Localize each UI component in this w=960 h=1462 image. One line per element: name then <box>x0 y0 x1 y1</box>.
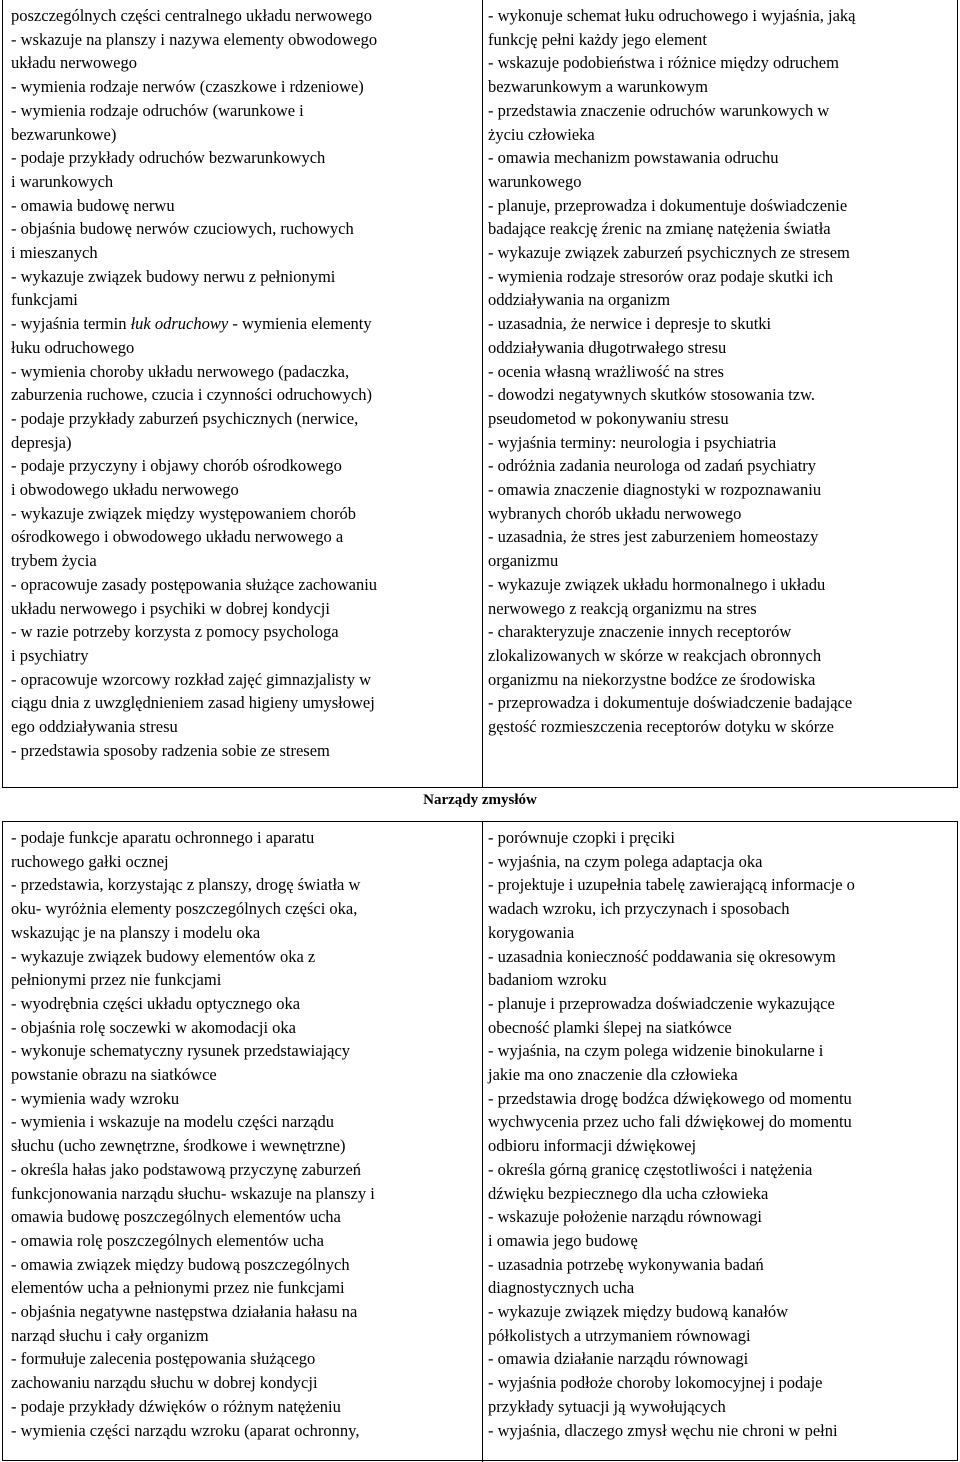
text-segment: - wymienia i wskazuje na modelu części narządu <box>11 1112 334 1132</box>
text-segment: - opracowuje wzorcowy rozkład zajęć gimnazjalisty w <box>11 669 372 689</box>
text-line <box>488 383 856 407</box>
text-line <box>488 288 856 312</box>
text-line <box>11 1063 375 1087</box>
text-segment: oddziaływania długotrwałego stresu <box>488 337 727 357</box>
text-line <box>488 1205 855 1229</box>
text-line <box>488 312 856 336</box>
text-line <box>488 1395 855 1419</box>
text-line <box>11 620 377 644</box>
text-segment: - określa hałas jako podstawową przyczynę zaburzeń <box>11 1159 362 1179</box>
text-segment: bezwarunkowe) <box>11 124 117 144</box>
text-segment: warunkowego <box>488 171 582 191</box>
text-segment: ośrodkowego i obwodowego układu nerwowego a <box>11 527 344 547</box>
text-segment: - przeprowadza i dokumentuje doświadczenie badające <box>488 693 853 713</box>
text-line <box>488 241 856 265</box>
text-segment: wskazując je na planszy i modelu oka <box>11 922 261 942</box>
text-segment: - wymienia elementy <box>228 314 372 334</box>
text-segment: - uzasadnia potrzebę wykonywania badań <box>488 1254 764 1274</box>
text-segment: jakie ma ono znaczenie dla człowieka <box>488 1065 738 1085</box>
text-segment: - wymienia części narządu wzroku (aparat ochronny, <box>11 1420 360 1440</box>
text-line <box>488 123 856 147</box>
text-line <box>11 1039 375 1063</box>
text-segment: - podaje przykłady zaburzeń psychicznych (nerwice, <box>11 408 359 428</box>
text-segment: - określa górną granicę częstotliwości i natężenia <box>488 1159 813 1179</box>
text-segment: - opracowuje zasady postępowania służące zachowaniu <box>11 574 378 594</box>
text-line <box>11 573 377 597</box>
text-segment: poszczególnych części centralnego układu nerwowego <box>11 6 373 25</box>
upper-right-cell <box>488 4 856 739</box>
text-line <box>11 51 377 75</box>
text-line <box>11 715 377 739</box>
text-line <box>488 992 855 1016</box>
text-segment: - planuje, przeprowadza i dokumentuje doświadczenie <box>488 195 848 215</box>
text-line <box>11 170 377 194</box>
text-segment: - wykazuje związek między budową kanałów <box>488 1302 789 1322</box>
text-line <box>488 1134 855 1158</box>
text-line <box>488 945 855 969</box>
text-line <box>488 1158 855 1182</box>
text-line <box>11 75 377 99</box>
text-segment: życiu człowieka <box>488 124 595 144</box>
text-line <box>11 28 377 52</box>
text-segment: ego oddziaływania stresu <box>11 717 178 737</box>
text-segment: - wskazuje na planszy i nazywa elementy obwodowego <box>11 29 378 49</box>
text-line <box>11 1347 375 1371</box>
text-line <box>11 336 377 360</box>
text-line <box>488 1229 855 1253</box>
text-line <box>11 383 377 407</box>
text-segment: zachowaniu narządu słuchu w dobrej kondycji <box>11 1373 318 1393</box>
text-line <box>488 850 855 874</box>
text-segment: funkcjonowania narządu słuchu- wskazuje na planszy i <box>11 1183 375 1203</box>
text-line <box>11 194 377 218</box>
text-line <box>488 75 856 99</box>
text-line <box>11 288 377 312</box>
text-line <box>11 123 377 147</box>
text-segment: zaburzenia ruchowe, czucia i czynności odruchowych) <box>11 385 372 405</box>
text-line <box>488 1419 855 1443</box>
text-segment: - wyjaśnia, na czym polega widzenie binokularne i <box>488 1041 824 1061</box>
text-line <box>11 146 377 170</box>
text-line <box>11 1371 375 1395</box>
text-segment: - omawia działanie narządu równowagi <box>488 1349 749 1369</box>
text-line <box>488 431 856 455</box>
text-segment: wadach wzroku, ich przyczynach i sposobach <box>488 899 790 919</box>
text-segment: - objaśnia budowę nerwów czuciowych, ruchowych <box>11 219 354 239</box>
text-segment: funkcjami <box>11 290 78 310</box>
text-line <box>11 968 375 992</box>
text-line <box>11 454 377 478</box>
text-line <box>11 1419 375 1443</box>
text-line <box>11 897 375 921</box>
text-segment: układu nerwowego i psychiki w dobrej kondycji <box>11 598 330 618</box>
text-line <box>11 4 377 28</box>
text-line <box>488 502 856 526</box>
text-segment: wybranych chorób układu nerwowego <box>488 503 742 523</box>
text-segment: i omawia jego budowę <box>488 1230 638 1250</box>
text-line <box>11 217 377 241</box>
text-segment: obecność plamki ślepej na siatkówce <box>488 1017 732 1037</box>
text-line <box>488 478 856 502</box>
text-line <box>488 1063 855 1087</box>
text-segment: - uzasadnia, że nerwice i depresje to skutki <box>488 314 772 334</box>
text-line <box>11 1182 375 1206</box>
text-line <box>488 897 855 921</box>
text-segment: odbioru informacji dźwiękowej <box>488 1136 697 1156</box>
text-segment: półkolistych a utrzymaniem równowagi <box>488 1325 751 1345</box>
text-line <box>488 1300 855 1324</box>
text-line <box>488 715 856 739</box>
text-segment: - wyjaśnia podłoże choroby lokomocyjnej i podaje <box>488 1373 823 1393</box>
text-segment: - wyjaśnia, dlaczego zmysł węchu nie chroni w pełni <box>488 1420 838 1440</box>
text-segment: elementów ucha a pełnionymi przez nie funkcjami <box>11 1278 345 1298</box>
text-line <box>488 549 856 573</box>
text-line <box>488 873 855 897</box>
text-line <box>11 850 375 874</box>
text-line <box>488 1087 855 1111</box>
text-line <box>11 873 375 897</box>
text-line <box>11 431 377 455</box>
text-segment: - wyjaśnia, na czym polega adaptacja oka <box>488 851 763 871</box>
text-segment: - porównuje czopki i pręciki <box>488 828 675 847</box>
text-line <box>488 336 856 360</box>
text-line <box>11 549 377 573</box>
text-segment: depresja) <box>11 432 72 452</box>
text-segment: - przedstawia, korzystając z planszy, drogę światła w <box>11 875 361 895</box>
text-line <box>11 1087 375 1111</box>
text-line <box>11 407 377 431</box>
text-line <box>11 1158 375 1182</box>
text-line <box>488 1016 855 1040</box>
text-line <box>11 241 377 265</box>
text-line <box>11 502 377 526</box>
text-line <box>11 739 377 763</box>
text-line <box>11 921 375 945</box>
text-line <box>11 668 377 692</box>
text-segment: - projektuje i uzupełnia tabelę zawierającą informacje o <box>488 875 855 895</box>
text-line <box>488 620 856 644</box>
text-segment: - uzasadnia, że stres jest zaburzeniem homeostazy <box>488 527 819 547</box>
text-line <box>11 1276 375 1300</box>
section-title: Narządy zmysłów <box>423 792 537 808</box>
text-line <box>11 360 377 384</box>
text-segment: - formułuje zalecenia postępowania służącego <box>11 1349 316 1369</box>
text-segment: - objaśnia rolę soczewki w akomodacji oka <box>11 1017 296 1037</box>
text-segment: - omawia rolę poszczególnych elementów ucha <box>11 1230 324 1250</box>
text-segment: - wymienia wady wzroku <box>11 1088 180 1108</box>
text-segment: - przedstawia drogę bodźca dźwiękowego od momentu <box>488 1088 852 1108</box>
text-line <box>11 597 377 621</box>
text-line <box>11 691 377 715</box>
text-line <box>11 1253 375 1277</box>
text-segment: łuku odruchowego <box>11 337 135 357</box>
text-segment: słuchu (ucho zewnętrzne, środkowe i wewnętrzne) <box>11 1136 346 1156</box>
text-line <box>488 51 856 75</box>
text-segment: ciągu dnia z uwzględnieniem zasad higieny umysłowej <box>11 693 375 713</box>
text-line <box>488 4 856 28</box>
text-line <box>488 217 856 241</box>
text-line <box>11 99 377 123</box>
text-line <box>488 407 856 431</box>
text-segment: - wykonuje schematyczny rysunek przedstawiający <box>11 1041 351 1061</box>
text-line <box>488 691 856 715</box>
text-segment: - podaje przykłady dźwięków o różnym natężeniu <box>11 1396 341 1416</box>
text-segment: - uzasadnia konieczność poddawania się okresowym <box>488 946 836 966</box>
text-segment: - omawia znaczenie diagnostyki w rozpoznawaniu <box>488 480 822 500</box>
text-line <box>11 1395 375 1419</box>
text-line <box>11 1205 375 1229</box>
text-segment: diagnostycznych ucha <box>488 1278 635 1298</box>
text-segment: - objaśnia negatywne następstwa działania hałasu na <box>11 1302 358 1322</box>
text-segment: - charakteryzuje znaczenie innych receptorów <box>488 622 792 642</box>
text-line <box>488 573 856 597</box>
text-segment: - wykazuje związek budowy elementów oka z <box>11 946 316 966</box>
text-line <box>488 360 856 384</box>
text-line <box>488 826 855 850</box>
text-line <box>488 525 856 549</box>
text-segment: - wskazuje położenie narządu równowagi <box>488 1207 762 1227</box>
text-segment: - wykazuje związek zaburzeń psychicznych ze stresem <box>488 243 850 263</box>
text-line <box>488 1324 855 1348</box>
text-line <box>488 1371 855 1395</box>
text-line <box>11 525 377 549</box>
text-line <box>488 597 856 621</box>
text-segment: - wykonuje schemat łuku odruchowego i wyjaśnia, jaką <box>488 6 856 25</box>
text-line <box>488 1347 855 1371</box>
text-segment: - wymienia choroby układu nerwowego (padaczka, <box>11 361 350 381</box>
text-segment: i warunkowych <box>11 171 114 191</box>
text-segment: przykłady sytuacji ją wywołujących <box>488 1396 726 1416</box>
text-segment: - podaje przyczyny i objawy chorób ośrodkowego <box>11 456 342 476</box>
text-line <box>11 1300 375 1324</box>
text-line <box>11 1016 375 1040</box>
lower-left-cell <box>11 826 375 1442</box>
text-segment: trybem życia <box>11 551 97 571</box>
text-segment: badające reakcję źrenic na zmianę natężenia światła <box>488 219 831 239</box>
text-segment: korygowania <box>488 922 575 942</box>
text-line <box>11 945 375 969</box>
text-line <box>488 1110 855 1134</box>
text-segment: - wskazuje podobieństwa i różnice między odruchem <box>488 53 839 73</box>
text-line <box>11 1110 375 1134</box>
text-segment: ruchowego gałki ocznej <box>11 851 169 871</box>
upper-column-divider <box>482 0 483 788</box>
text-segment: i mieszanych <box>11 243 98 263</box>
text-segment: i psychiatry <box>11 645 89 665</box>
text-line <box>488 1253 855 1277</box>
text-segment: - wyjaśnia terminy: neurologia i psychiatria <box>488 432 777 452</box>
text-segment: oku- wyróżnia elementy poszczególnych części oka, <box>11 899 358 919</box>
text-line <box>488 1182 855 1206</box>
italic-term: łuk odruchowy <box>130 314 229 334</box>
upper-left-cell <box>11 4 377 763</box>
text-line <box>11 478 377 502</box>
text-segment: - wymienia rodzaje stresorów oraz podaje skutki ich <box>488 266 834 286</box>
text-line <box>11 644 377 668</box>
text-line <box>488 968 855 992</box>
lower-column-divider <box>482 822 483 1462</box>
text-line <box>488 668 856 692</box>
text-line <box>488 99 856 123</box>
text-line <box>488 28 856 52</box>
text-segment: - przedstawia sposoby radzenia sobie ze stresem <box>11 740 330 760</box>
lower-right-cell <box>488 826 855 1442</box>
text-line <box>11 1134 375 1158</box>
text-segment: organizmu na niekorzystne bodźce ze środowiska <box>488 669 816 689</box>
text-segment: - wykazuje związek budowy nerwu z pełnionymi <box>11 266 336 286</box>
text-segment: - wymienia rodzaje odruchów (warunkowe i <box>11 100 304 120</box>
text-line <box>488 170 856 194</box>
text-line <box>11 1324 375 1348</box>
text-segment: wychwycenia przez ucho fali dźwiękowej do momentu <box>488 1112 852 1132</box>
text-segment: powstanie obrazu na siatkówce <box>11 1065 217 1085</box>
text-line <box>11 265 377 289</box>
text-line <box>488 454 856 478</box>
text-segment: dźwięku bezpiecznego dla ucha człowieka <box>488 1183 769 1203</box>
text-segment: - przedstawia znaczenie odruchów warunkowych w <box>488 100 830 120</box>
text-segment: - podaje funkcje aparatu ochronnego i aparatu <box>11 828 315 847</box>
text-segment: - omawia związek między budową poszczególnych <box>11 1254 350 1274</box>
text-segment: nerwowego z reakcją organizmu na stres <box>488 598 757 618</box>
text-line <box>488 1276 855 1300</box>
text-segment: - podaje przykłady odruchów bezwarunkowych <box>11 148 326 168</box>
text-segment: organizmu <box>488 551 559 571</box>
text-segment: - wyodrębnia części układu optycznego oka <box>11 993 301 1013</box>
text-line <box>488 644 856 668</box>
text-segment: - odróżnia zadania neurologa od zadań psychiatry <box>488 456 817 476</box>
text-line <box>488 265 856 289</box>
text-segment: - omawia mechanizm powstawania odruchu <box>488 148 779 168</box>
text-line <box>488 146 856 170</box>
text-segment: bezwarunkowym a warunkowym <box>488 77 708 97</box>
text-segment: gęstość rozmieszczenia receptorów dotyku w skórze <box>488 717 834 737</box>
text-segment: pseudometod w pokonywaniu stresu <box>488 408 729 428</box>
text-segment: - ocenia własną wrażliwość na stres <box>488 361 724 381</box>
text-line <box>488 921 855 945</box>
text-segment: - omawia budowę nerwu <box>11 195 175 215</box>
text-segment: - wyjaśnia termin <box>11 314 131 334</box>
text-segment: - wykazuje związek układu hormonalnego i układu <box>488 574 826 594</box>
text-line <box>11 826 375 850</box>
text-segment: - planuje i przeprowadza doświadczenie wykazujące <box>488 993 835 1013</box>
text-segment: oddziaływania na organizm <box>488 290 671 310</box>
text-line <box>488 194 856 218</box>
text-line <box>488 1039 855 1063</box>
text-segment: i obwodowego układu nerwowego <box>11 480 239 500</box>
text-segment: pełnionymi przez nie funkcjami <box>11 970 222 990</box>
text-segment: układu nerwowego <box>11 53 138 73</box>
text-segment: omawia budowę poszczególnych elementów ucha <box>11 1207 341 1227</box>
text-segment: zlokalizowanych w skórze w reakcjach obronnych <box>488 645 822 665</box>
text-line <box>11 312 377 336</box>
text-segment: - wykazuje związek między występowaniem chorób <box>11 503 356 523</box>
text-segment: - w razie potrzeby korzysta z pomocy psychologa <box>11 622 339 642</box>
text-line <box>11 1229 375 1253</box>
text-segment: - wymienia rodzaje nerwów (czaszkowe i rdzeniowe) <box>11 77 364 97</box>
text-segment: narząd słuchu i cały organizm <box>11 1325 209 1345</box>
text-line <box>11 992 375 1016</box>
text-segment: funkcję pełni każdy jego element <box>488 29 707 49</box>
text-segment: - dowodzi negatywnych skutków stosowania tzw. <box>488 385 816 405</box>
text-segment: badaniom wzroku <box>488 970 607 990</box>
